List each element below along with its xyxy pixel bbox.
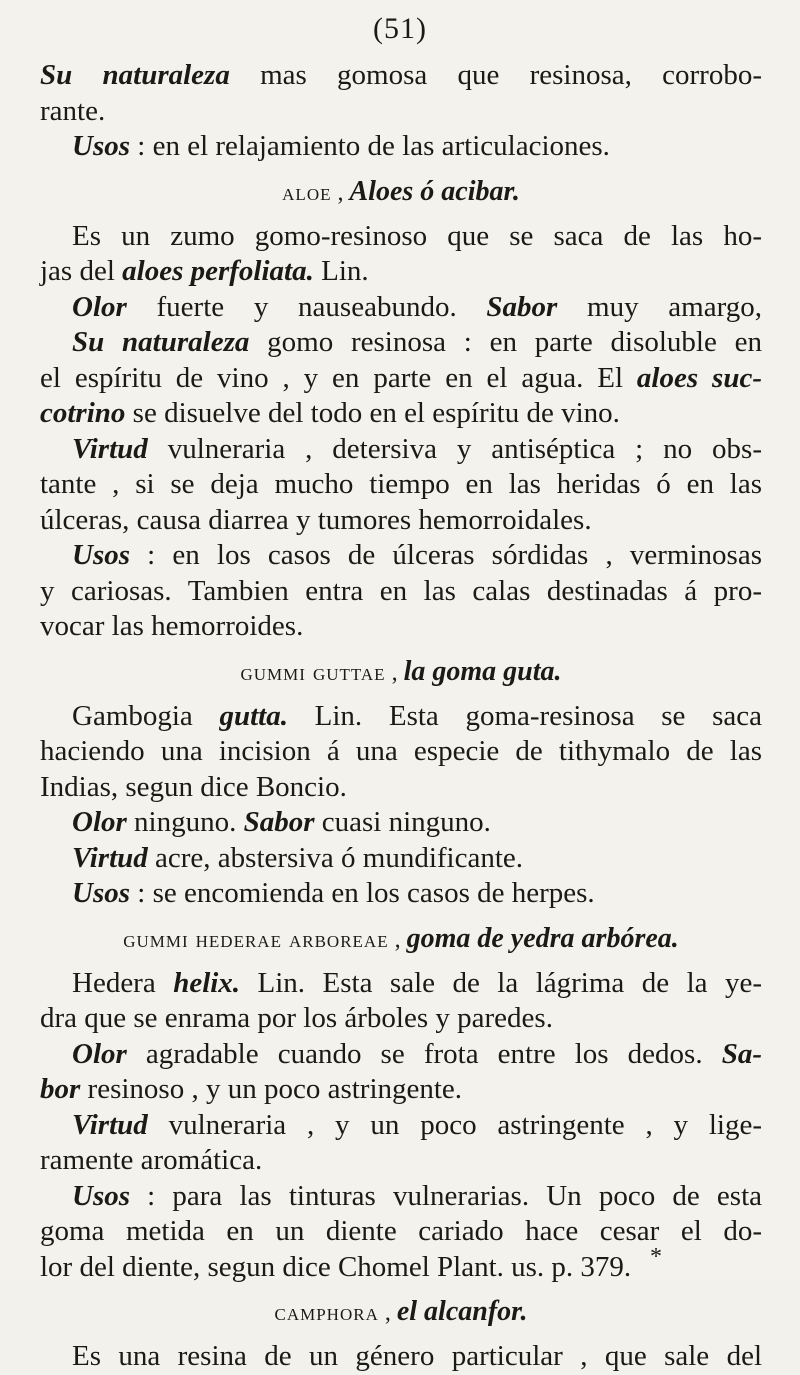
text-run: vulneraria , detersiva y antiséptica ; no obs-	[147, 432, 762, 465]
text-line	[40, 1108, 762, 1144]
italic-term: gutta.	[219, 699, 288, 732]
text-run: Lin.	[313, 255, 369, 287]
italic-term: el alcanfor.	[396, 1296, 528, 1327]
text-run: Hedera	[72, 966, 174, 999]
text-run: : en el relajamiento de las articulaciones.	[130, 130, 610, 162]
italic-term: aloes suc-	[636, 361, 762, 394]
text-line	[40, 805, 762, 841]
text-line	[40, 770, 762, 806]
italic-term: Virtud	[72, 432, 148, 465]
text-line	[40, 325, 762, 361]
text-run: Es un zumo gomo-resinoso que se saca de las ho-	[72, 219, 762, 252]
italic-term: Aloes ó acibar.	[349, 175, 520, 207]
text-run: Lin. Esta sale de la lágrima de la ye-	[240, 966, 762, 999]
text-run: dra que se enrama por los árboles y paredes.	[40, 1002, 553, 1034]
text-run: Es una resina de un género particular , que sale del	[72, 1340, 762, 1372]
italic-term: goma de yedra arbórea.	[406, 922, 679, 954]
text-run: jas del	[40, 255, 123, 287]
text-line	[40, 966, 762, 1002]
text-run: Gambogia	[72, 699, 220, 732]
text-run: : para las tinturas vulnerarias. Un poco de esta	[130, 1179, 762, 1212]
text-line	[40, 1072, 762, 1108]
text-run: ,	[378, 1300, 397, 1326]
entry-heading	[40, 912, 762, 966]
text-run: mas gomosa que resinosa, corrobo-	[229, 59, 762, 91]
text-line	[40, 734, 762, 770]
text-line	[40, 361, 762, 397]
text-line	[40, 841, 762, 877]
latin-name: gummi hederae arboreae	[123, 926, 389, 953]
entry-heading	[40, 645, 762, 699]
text-line	[40, 432, 762, 468]
text-run: vulneraria , y un poco astringente , y lige-	[147, 1108, 762, 1141]
italic-term: la goma guta.	[403, 655, 562, 687]
latin-name: gummi guttae	[240, 659, 386, 686]
signature-mark: *	[650, 1244, 662, 1270]
text-run: agradable cuando se frota entre los dedos.	[126, 1037, 722, 1070]
text-line	[40, 129, 762, 165]
text-line	[40, 574, 762, 610]
text-line	[40, 1339, 762, 1375]
text-run: Indias, segun dice Boncio.	[40, 770, 347, 803]
text-run: : se encomienda en los casos de herpes.	[130, 877, 595, 909]
text-run: : en los casos de úlceras sórdidas , verminosas	[130, 539, 762, 571]
text-run: resinoso , y un poco astringente.	[80, 1073, 463, 1105]
text-run: muy amargo,	[557, 290, 762, 323]
italic-term: Virtud	[72, 1108, 148, 1141]
italic-term: Usos	[72, 877, 131, 909]
text-line	[40, 538, 762, 574]
italic-term: Usos	[72, 1179, 131, 1212]
text-line	[40, 699, 762, 735]
latin-name: aloe	[282, 179, 332, 206]
text-run: goma metida en un diente cariado hace cesar el do-	[40, 1215, 762, 1247]
text-run: acre, abstersiva ó mundificante.	[147, 841, 524, 874]
italic-term: Su naturaleza	[72, 326, 250, 358]
text-line	[40, 58, 762, 94]
italic-term: Sabor	[486, 290, 558, 323]
text-run: Lin. Esta goma-resinosa se saca	[287, 699, 762, 732]
text-run: ,	[331, 179, 350, 206]
italic-term: helix.	[173, 966, 241, 999]
text-run: el espíritu de vino , y en parte en el agua. El	[40, 361, 637, 394]
text-line	[40, 94, 762, 130]
text-line	[40, 503, 762, 539]
text-run: ,	[388, 926, 407, 953]
italic-term: Olor	[72, 290, 127, 323]
italic-term: bor	[40, 1073, 81, 1105]
page-number: (51)	[373, 12, 427, 45]
text-line	[40, 876, 762, 912]
text-run: rante.	[40, 94, 106, 127]
text-line	[40, 254, 762, 290]
latin-name: camphora	[274, 1300, 379, 1326]
text-run: fuerte y nauseabundo.	[126, 290, 487, 323]
text-run: haciendo una incision á una especie de tithymalo de las	[40, 735, 762, 767]
italic-term: Usos	[72, 539, 131, 571]
italic-term: aloes perfoliata.	[122, 255, 314, 287]
text-run: ramente aromática.	[40, 1144, 263, 1176]
text-body	[40, 58, 762, 1375]
text-run: gomo resinosa : en parte disoluble en	[249, 326, 762, 358]
italic-term: Su naturaleza	[40, 59, 230, 91]
text-run: se disuelve del todo en el espíritu de vino.	[125, 397, 620, 429]
text-line	[40, 467, 762, 503]
text-run: vocar las hemorroides.	[40, 610, 304, 642]
text-run: úlceras, causa diarrea y tumores hemorroidales.	[40, 503, 592, 536]
italic-term: Usos	[72, 130, 131, 162]
text-run: lor del diente, segun dice Chomel Plant. us. p. 379.	[40, 1250, 632, 1283]
italic-term: Olor	[72, 806, 127, 838]
entry-heading	[40, 1285, 762, 1339]
italic-term: Sa-	[721, 1037, 762, 1070]
text-line	[40, 1037, 762, 1073]
italic-term: Sabor	[243, 806, 315, 838]
text-run: cuasi ninguno.	[314, 806, 491, 838]
text-run: ninguno.	[126, 806, 244, 838]
text-line	[40, 1143, 762, 1179]
text-line	[40, 609, 762, 645]
text-run: ,	[385, 659, 404, 686]
text-run: y cariosas. Tambien entra en las calas destinadas á pro-	[40, 574, 762, 607]
entry-heading	[40, 165, 762, 219]
italic-term: cotrino	[40, 397, 126, 429]
text-line	[40, 290, 762, 326]
text-line	[40, 396, 762, 432]
text-line	[40, 1001, 762, 1037]
text-line	[40, 219, 762, 255]
italic-term: Olor	[72, 1037, 127, 1070]
text-line	[40, 1179, 762, 1215]
text-run: tante , si se deja mucho tiempo en las heridas ó en las	[40, 468, 762, 500]
italic-term: Virtud	[72, 841, 148, 874]
